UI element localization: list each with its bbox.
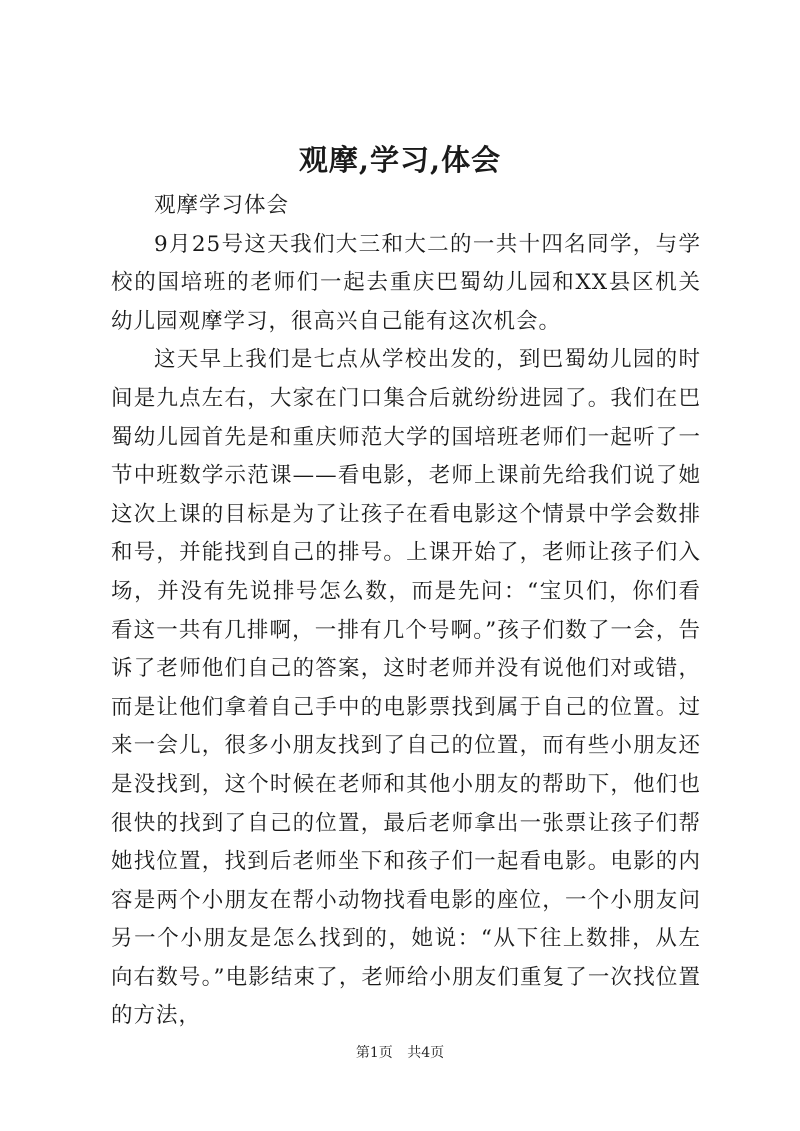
page-number: 第1页 [355,1045,393,1061]
paragraph-main: 这天早上我们是七点从学校出发的，到巴蜀幼儿园的时间是九点左右，大家在门口集合后就纷纷进园了。我们在巴蜀幼儿园首先是和重庆师范大学的国培班老师们一起听了一节中班数学示范课——看电影，老师上课前先给我们说了她这次上课的目标是为了让孩子在看电影这个情景中学会数排和号，并能找到自己的排号。上课开始了，老师让孩子们入场，并没有先说排号怎么数，而是先问：“宝贝们，你们看看这一共有几排啊，一排有几个号啊。”孩子们数了一会，告诉了老师他们自己的答案，这时老师并没有说他们对或错，而是让他们拿着自己手中的电影票找到属于自己的位置。过来一会儿，很多小朋友找到了自己的位置，而有些小朋友还是没找到，这个时候在老师和其他小朋友的帮助下，他们也很快的找到了自己的位置，最后老师拿出一张票让孩子们帮她找位置，找到后老师坐下和孩子们一起看电影。电影的内容是两个小朋友在帮小动物找看电影的座位，一个小朋友问另一个小朋友是怎么找到的，她说：“从下往上数排，从左向右数号。”电影结束了，老师给小朋友们重复了一次找位置的方法， [111,347,701,1029]
page-total: 共4页 [407,1045,445,1061]
paragraph-subtitle: 观摩学习体会 [154,193,290,218]
page-footer [0,1043,800,1063]
document-title: 观摩,学习,体会 [298,143,502,177]
document-body [111,187,701,1036]
paragraph-intro: 9月25号这天我们大三和大二的一共十四名同学，与学校的国培班的老师们一起去重庆巴蜀幼儿园和XX县区机关幼儿园观摩学习，很高兴自己能有这次机会。 [111,231,701,334]
